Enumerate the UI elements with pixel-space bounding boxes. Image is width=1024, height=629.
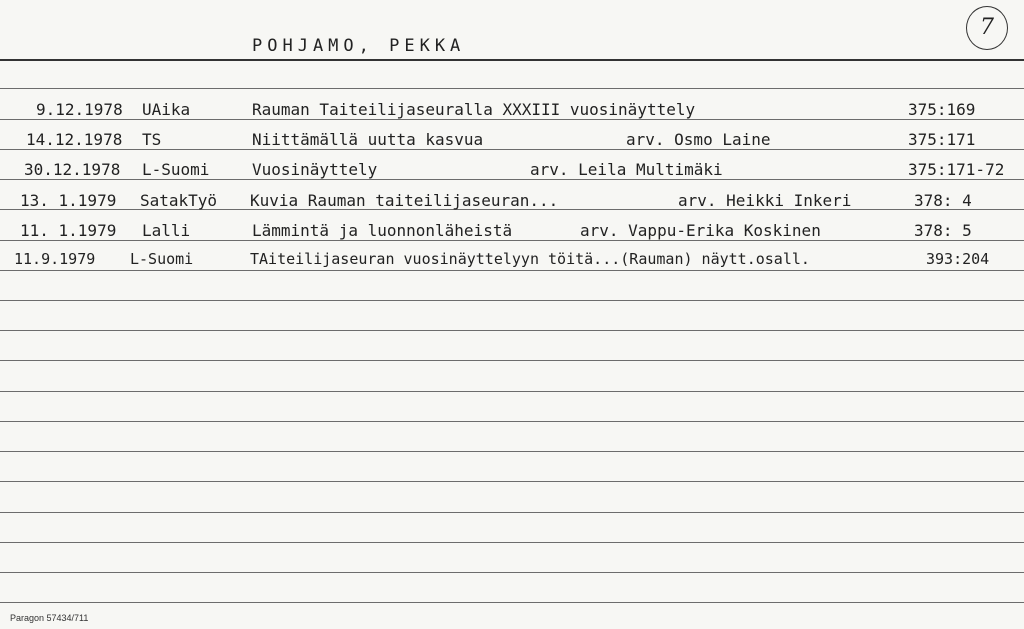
ruled-line xyxy=(0,602,1024,603)
ruled-line xyxy=(0,88,1024,89)
entry-row xyxy=(0,248,1024,272)
entry-row xyxy=(0,189,1024,213)
entry-reviewer: arv. Heikki Inkeri xyxy=(678,191,852,210)
entry-title: Rauman Taiteilijaseuralla XXXIII vuosinäyttely xyxy=(252,100,696,119)
entry-ref: 378: 5 xyxy=(914,221,972,240)
entry-source: L-Suomi xyxy=(130,250,194,268)
entry-row xyxy=(0,158,1024,182)
entry-source: UAika xyxy=(142,100,191,119)
entry-title: Lämmintä ja luonnonläheistä xyxy=(252,221,513,240)
entry-ref: 375:171 xyxy=(908,130,976,149)
entry-title: TAiteilijaseuran vuosinäyttelyyn töitä...(Rauman) näytt.osall. xyxy=(250,250,810,268)
entry-ref: 378: 4 xyxy=(914,191,972,210)
header-rule xyxy=(0,59,1024,61)
entry-title: Vuosinäyttely xyxy=(252,160,378,179)
ruled-line xyxy=(0,300,1024,301)
ruled-line xyxy=(0,542,1024,543)
entry-date: 11. 1.1979 xyxy=(20,221,117,240)
entry-ref: 375:171-72 xyxy=(908,160,1005,179)
entry-ref: 393:204 xyxy=(926,250,990,268)
entry-date: 13. 1.1979 xyxy=(20,191,117,210)
entry-reviewer: arv. Vappu-Erika Koskinen xyxy=(580,221,821,240)
card-footer: Paragon 57434/711 xyxy=(10,613,89,623)
entry-row xyxy=(0,128,1024,152)
entry-source: SatakTyö xyxy=(140,191,218,210)
entry-title: Kuvia Rauman taiteilijaseuran... xyxy=(250,191,559,210)
entry-ref: 375:169 xyxy=(908,100,976,119)
entry-date: 9.12.1978 xyxy=(36,100,123,119)
entry-row xyxy=(0,98,1024,122)
ruled-line xyxy=(0,512,1024,513)
ruled-line xyxy=(0,330,1024,331)
ruled-line xyxy=(0,391,1024,392)
ruled-line xyxy=(0,421,1024,422)
entry-reviewer: arv. Leila Multimäki xyxy=(530,160,723,179)
entry-source: L-Suomi xyxy=(142,160,210,179)
ruled-line xyxy=(0,481,1024,482)
entry-date: 11.9.1979 xyxy=(14,250,96,268)
entry-title: Niittämällä uutta kasvua xyxy=(252,130,484,149)
ruled-line xyxy=(0,572,1024,573)
ruled-line xyxy=(0,360,1024,361)
entry-reviewer: arv. Osmo Laine xyxy=(626,130,771,149)
entry-source: TS xyxy=(142,130,162,149)
entry-date: 30.12.1978 xyxy=(24,160,121,179)
entry-date: 14.12.1978 xyxy=(26,130,123,149)
entry-row xyxy=(0,219,1024,243)
entry-source: Lalli xyxy=(142,221,191,240)
card-number: 7 xyxy=(966,6,1008,50)
person-name: POHJAMO, PEKKA xyxy=(252,36,466,56)
ruled-line xyxy=(0,451,1024,452)
